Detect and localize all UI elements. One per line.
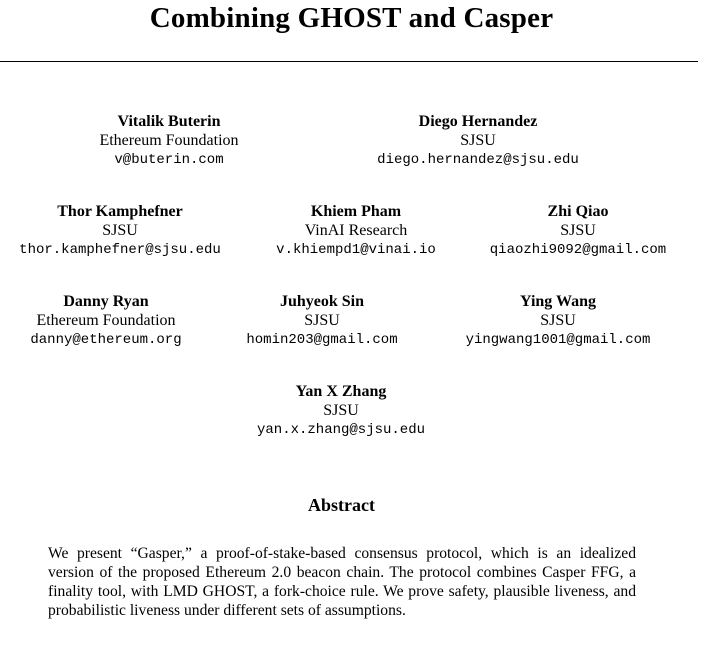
- author-affiliation: SJSU: [540, 312, 576, 329]
- author-email: homin203@gmail.com: [246, 332, 398, 348]
- author-name: Ying Wang: [519, 293, 597, 310]
- author-name: Juhyeok Sin: [279, 293, 365, 310]
- author-block: [30, 292, 181, 351]
- author-block: [19, 202, 221, 261]
- author-email: yan.x.zhang@sjsu.edu: [256, 422, 426, 438]
- title-rule: [0, 61, 698, 62]
- author-email: danny@ethereum.org: [30, 332, 182, 348]
- author-block: [276, 202, 436, 261]
- author-affiliation: SJSU: [460, 132, 496, 149]
- abstract-heading: Abstract: [308, 495, 375, 515]
- author-affiliation: SJSU: [323, 402, 359, 419]
- author-name: Danny Ryan: [63, 293, 149, 310]
- author-affiliation: SJSU: [304, 312, 340, 329]
- author-email: v.khiempd1@vinai.io: [276, 242, 436, 258]
- author-name: Zhi Qiao: [547, 203, 609, 220]
- author-affiliation: SJSU: [560, 222, 596, 239]
- author-block: [466, 292, 651, 351]
- author-name: Vitalik Buterin: [117, 113, 221, 130]
- author-block: [257, 382, 425, 441]
- author-affiliation: VinAI Research: [304, 222, 408, 239]
- author-affiliation: SJSU: [102, 222, 138, 239]
- author-block: [246, 292, 397, 351]
- author-block: [377, 112, 579, 171]
- author-affiliation: Ethereum Foundation: [36, 312, 176, 329]
- author-email: thor.kamphefner@sjsu.edu: [19, 242, 221, 258]
- author-email: yingwang1001@gmail.com: [465, 332, 651, 348]
- author-email: v@buterin.com: [114, 152, 224, 168]
- author-name: Khiem Pham: [310, 203, 402, 220]
- author-name: Thor Kamphefner: [57, 203, 183, 220]
- author-email: diego.hernandez@sjsu.edu: [377, 152, 579, 168]
- abstract-text: We present “Gasper,” a proof-of-stake-based consensus protocol, which is an idealized version of the proposed Ethereum 2.0 beacon chain. The protocol combines Casper FFG, a finality tool, with LMD GHOST, a fork-choice rule. We prove safety, plausible liveness, and probabilistic liveness under different sets of assumptions.: [48, 545, 636, 619]
- author-affiliation: Ethereum Foundation: [99, 132, 239, 149]
- author-name: Diego Hernandez: [418, 113, 538, 130]
- author-block: [99, 112, 238, 171]
- author-block: [490, 202, 666, 261]
- author-email: qiaozhi9092@gmail.com: [489, 242, 667, 258]
- paper-title: Combining GHOST and Casper: [149, 2, 554, 34]
- author-name: Yan X Zhang: [295, 383, 387, 400]
